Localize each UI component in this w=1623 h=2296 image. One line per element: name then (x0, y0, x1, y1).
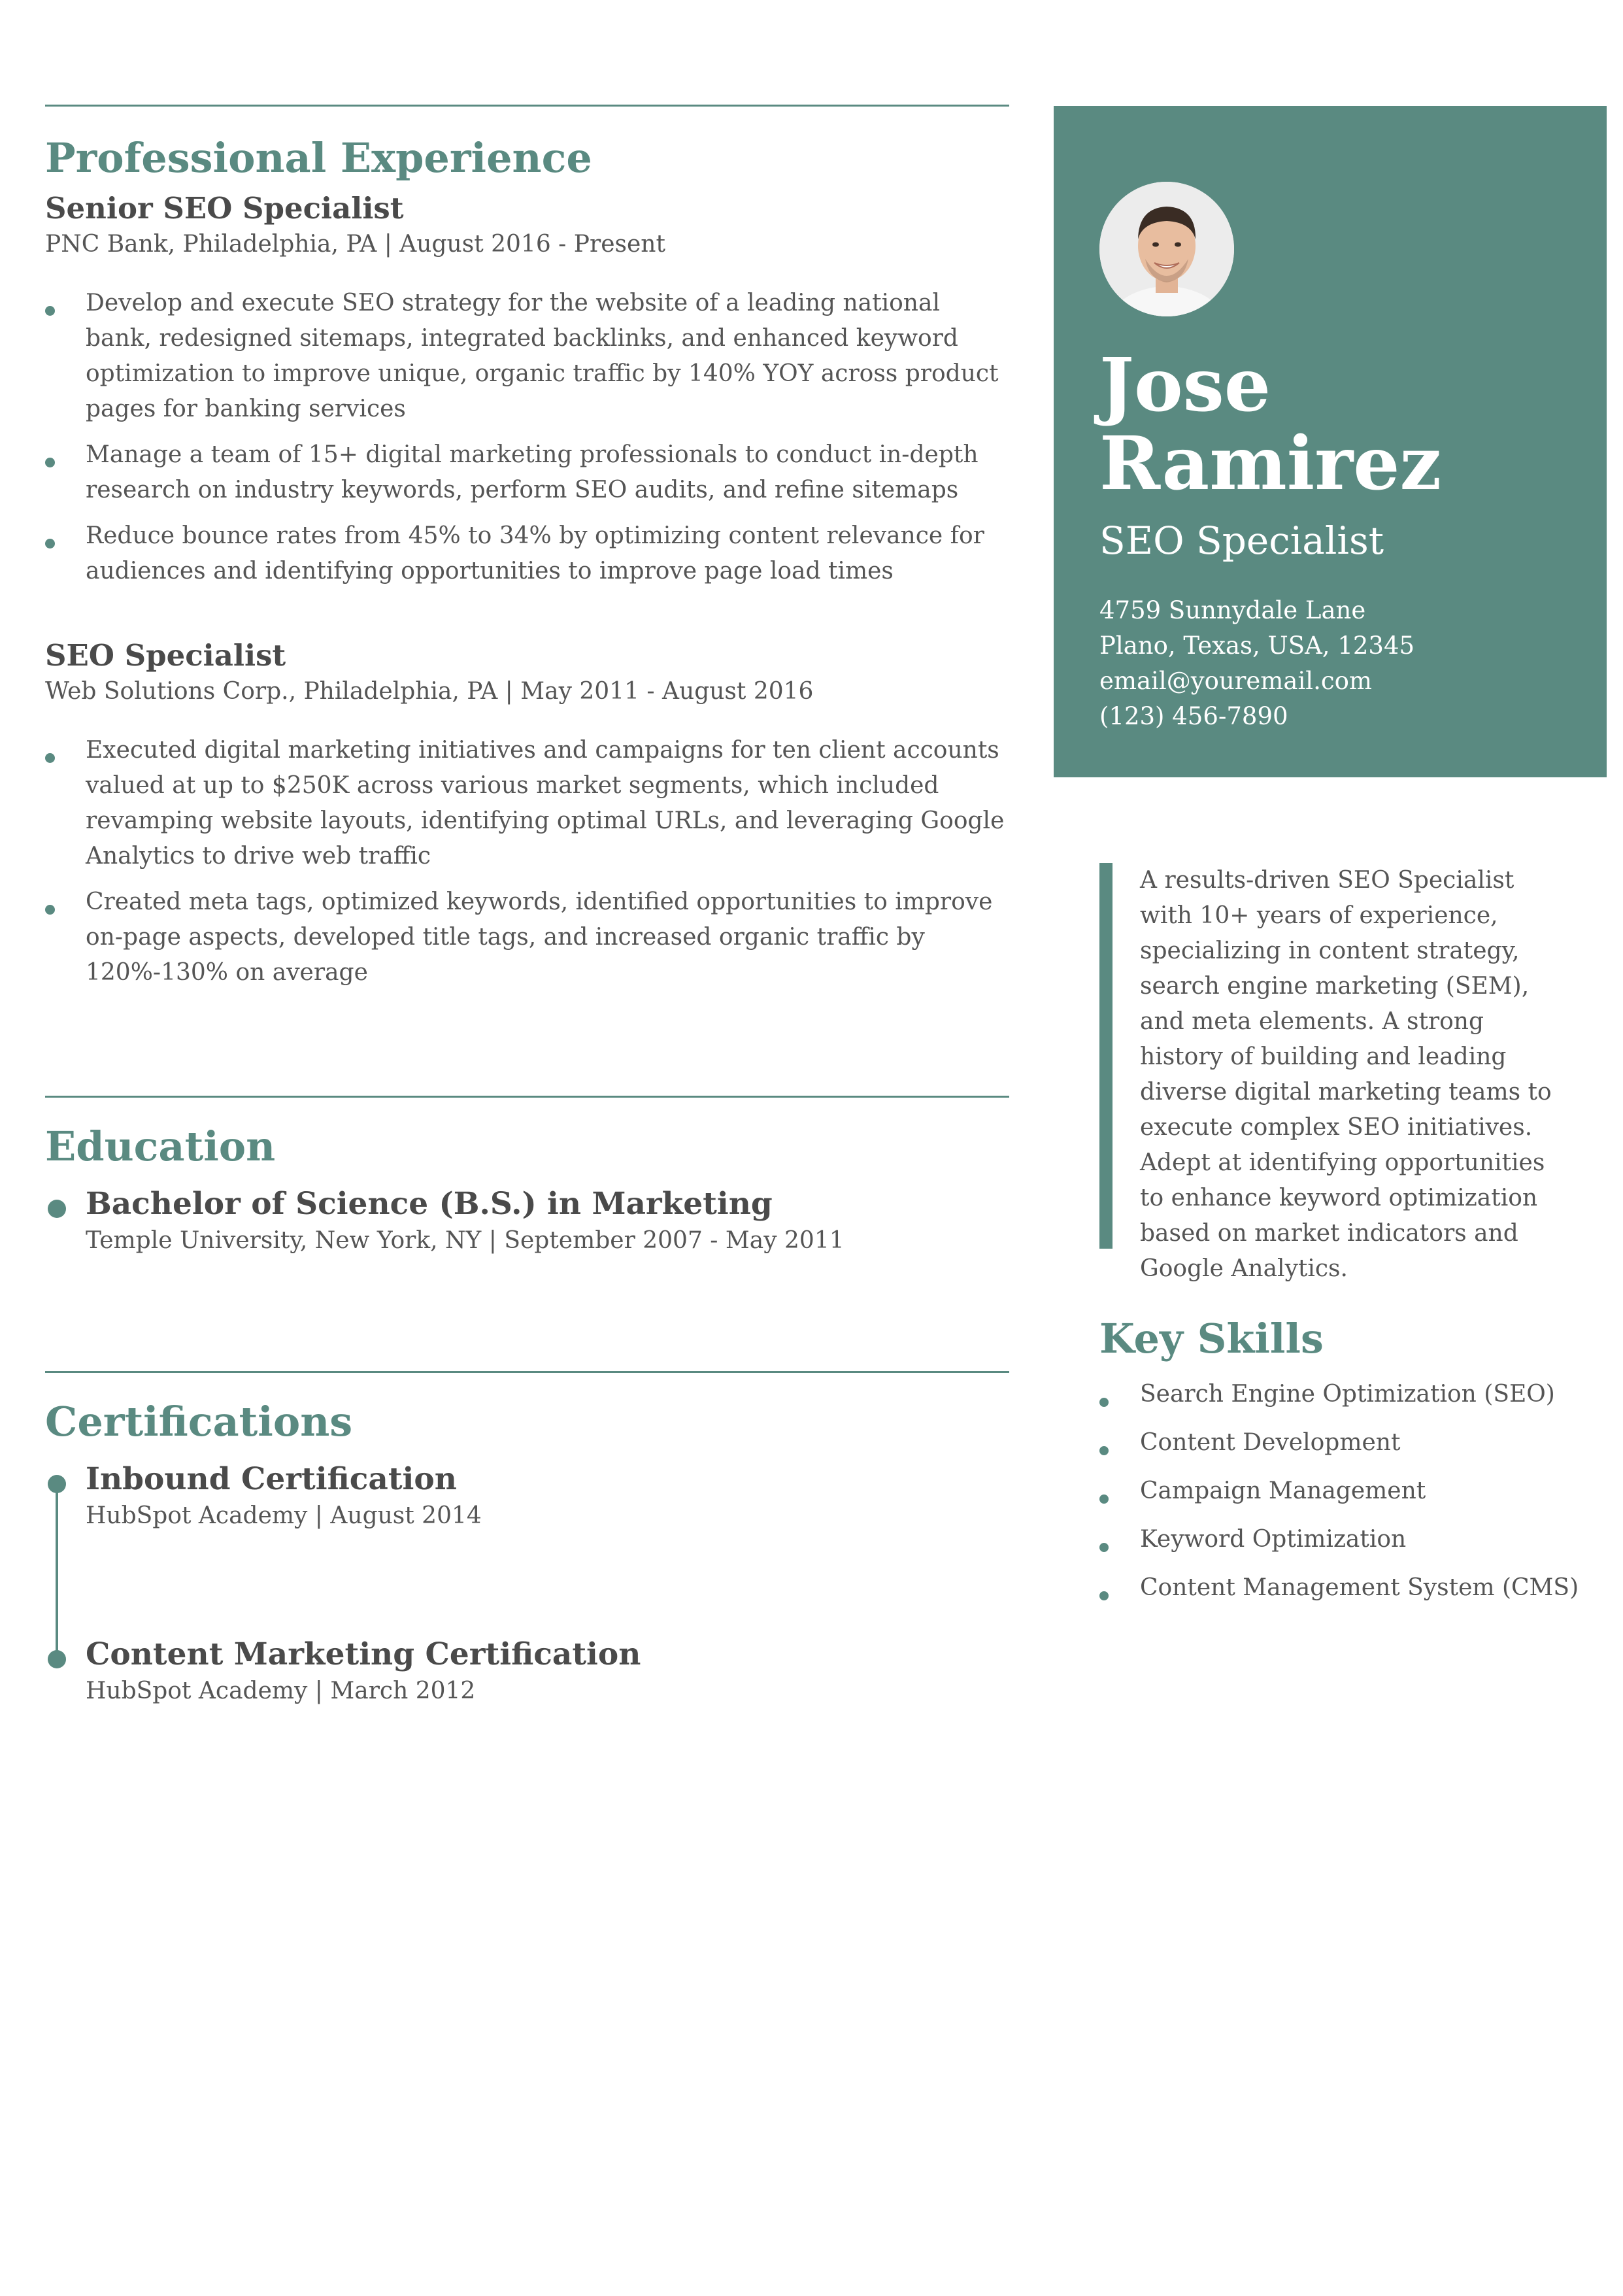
certification-meta: HubSpot Academy | March 2012 (86, 1678, 476, 1704)
degree-title: Bachelor of Science (B.S.) in Marketing (86, 1186, 773, 1222)
skills-heading: Key Skills (1099, 1315, 1324, 1362)
skills-section (1099, 1313, 1596, 1619)
list-item: Search Engine Optimization (SEO) (1099, 1377, 1596, 1412)
job-bullets (45, 286, 1009, 589)
bullet-icon (1099, 1543, 1109, 1552)
degree-meta: Temple University, New York, NY | September 2007 - May 2011 (86, 1227, 845, 1254)
certification-entry (45, 1634, 1009, 1708)
section-divider (45, 105, 1009, 107)
candidate-name: Jose Ramirez (1099, 343, 1442, 507)
certification-name: Content Marketing Certification (86, 1636, 641, 1672)
list-item: Content Development (1099, 1425, 1596, 1460)
candidate-role: SEO Specialist (1099, 518, 1384, 563)
avatar (1099, 182, 1234, 316)
certification-name: Inbound Certification (86, 1461, 457, 1497)
phone-number: (123) 456-7890 (1099, 702, 1288, 730)
list-item: Campaign Management (1099, 1474, 1596, 1509)
section-divider (45, 1096, 1009, 1098)
bullet-icon (45, 458, 55, 467)
profile-card (1054, 106, 1607, 777)
bullet-icon (48, 1650, 66, 1668)
main-column (45, 105, 1009, 1704)
list-item: Keyword Optimization (1099, 1522, 1596, 1557)
bullet-icon (1099, 1494, 1109, 1504)
job-bullets (45, 733, 1009, 990)
certification-entry (45, 1459, 1009, 1532)
education-entry (45, 1184, 1009, 1257)
address-line-1: 4759 Sunnydale Lane (1099, 596, 1366, 624)
list-item: Created meta tags, optimized keywords, identified opportunities to improve on-page aspects, developed title tags, and increased organic traffic by 120%-130% on average (45, 885, 1009, 990)
job-meta: PNC Bank, Philadelphia, PA | August 2016 - Present (45, 231, 665, 258)
job-meta: Web Solutions Corp., Philadelphia, PA | May 2011 - August 2016 (45, 678, 814, 705)
bullet-icon (45, 753, 55, 763)
avatar-photo (1099, 182, 1234, 316)
section-divider (45, 1371, 1009, 1373)
summary-text: A results-driven SEO Specialist with 10+ years of experience, specializing in content strategy, search engine marketing (SEM), and meta elements. A strong history of building and leading diverse digital marketing teams to execute complex SEO initiatives. Adept at identifying opportunities to enhance keyword optimization based on market indicators and Google Analytics. (1140, 867, 1552, 1282)
experience-section (45, 105, 1009, 990)
job-entry (45, 636, 1009, 990)
bullet-icon (1099, 1398, 1109, 1407)
list-item: Develop and execute SEO strategy for the website of a leading national bank, redesigned sitemaps, integrated backlinks, and enhanced keyword optimization to improve unique, organic traffic by 140% YOY across product pages for banking services (45, 286, 1009, 427)
bullet-icon (1099, 1446, 1109, 1455)
list-item: Content Management System (CMS) (1099, 1570, 1596, 1606)
certification-meta: HubSpot Academy | August 2014 (86, 1502, 482, 1529)
certifications-heading: Certifications (45, 1398, 353, 1445)
job-title: Senior SEO Specialist (45, 191, 404, 226)
experience-heading: Professional Experience (45, 134, 592, 182)
email-link[interactable]: email@youremail.com (1099, 667, 1372, 695)
education-section (45, 1096, 1009, 1257)
certifications-section (45, 1371, 1009, 1708)
education-heading: Education (45, 1123, 276, 1170)
contact-info (1099, 593, 1414, 734)
list-item: Executed digital marketing initiatives and campaigns for ten client accounts valued at up to $250K across various market segments, which included revamping website layouts, identifying optimal URLs, and leveraging Google Analytics to drive web traffic (45, 733, 1009, 874)
list-item: Reduce bounce rates from 45% to 34% by optimizing content relevance for audiences and identifying opportunities to improve page load times (45, 518, 1009, 589)
bullet-icon (1099, 1591, 1109, 1600)
address-line-2: Plano, Texas, USA, 12345 (1099, 632, 1415, 660)
skills-list (1099, 1377, 1596, 1606)
summary-accent-bar (1099, 863, 1113, 1249)
job-title: SEO Specialist (45, 638, 286, 673)
bullet-icon (45, 905, 55, 915)
list-item: Manage a team of 15+ digital marketing professionals to conduct in-depth research on industry keywords, perform SEO audits, and refine sitemaps (45, 437, 1009, 508)
summary-section (1099, 863, 1570, 1287)
bullet-icon (48, 1475, 66, 1493)
bullet-icon (48, 1200, 66, 1218)
bullet-icon (45, 539, 55, 549)
bullet-icon (45, 306, 55, 316)
job-entry (45, 189, 1009, 589)
